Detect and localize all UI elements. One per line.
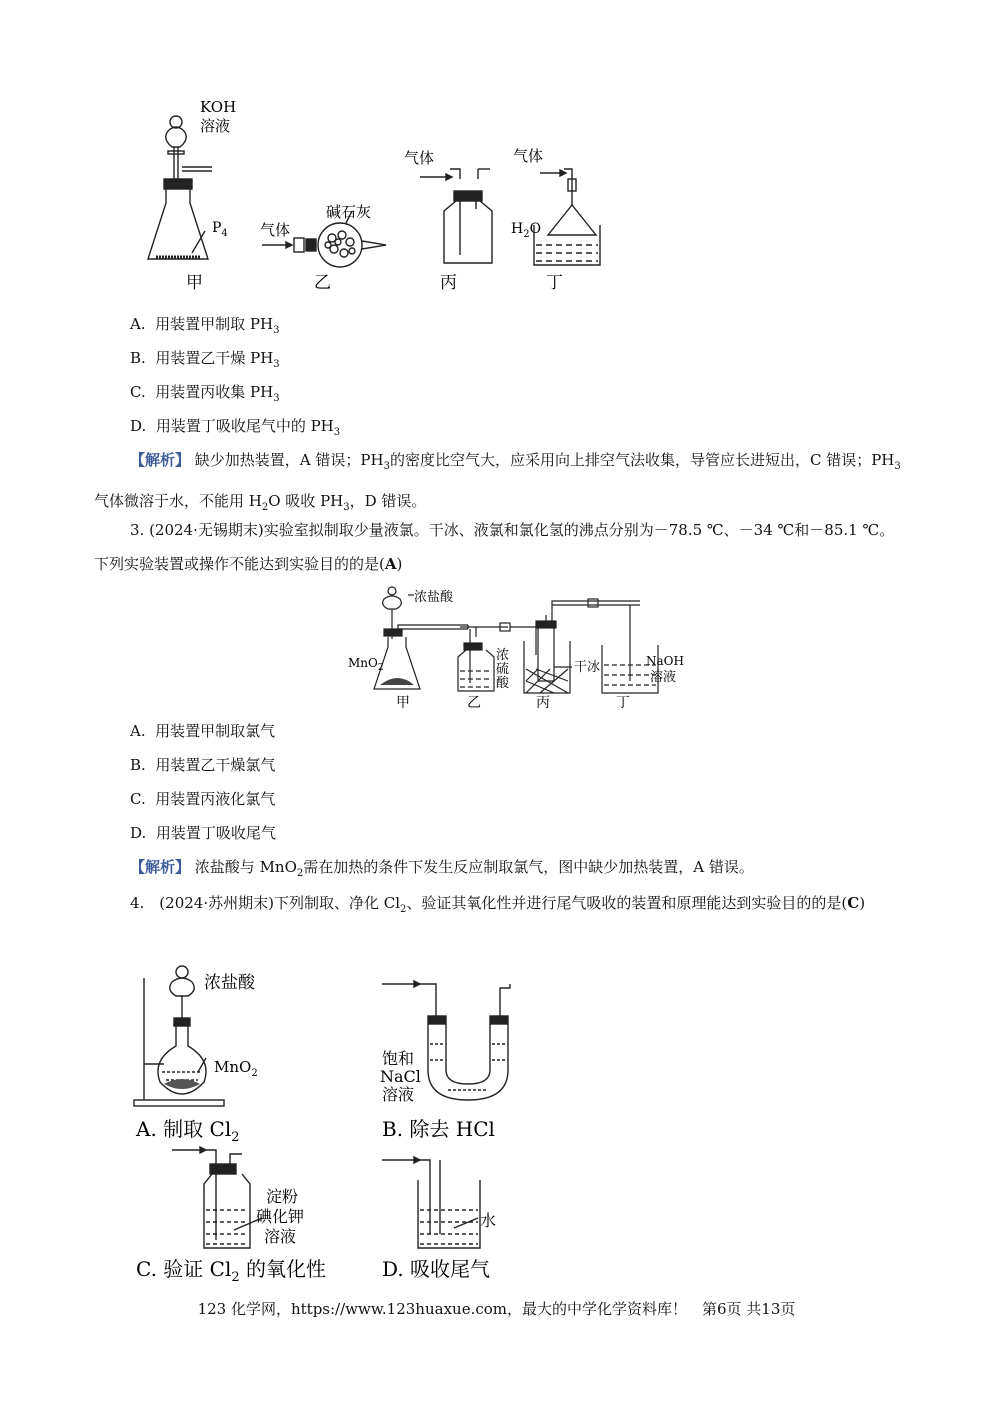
p4-label: $P_4$ [212,220,228,239]
gas-label-d: 气体 [513,147,544,165]
q3-option-c: C. 用装置丙液化氯气 [130,790,276,808]
q3-label-jia: 甲 [396,695,410,711]
label-jia: 甲 [186,273,203,293]
nacl-label-1: 饱和 [382,1049,415,1068]
h2so4-label-1: 浓 [496,648,510,663]
q3-option-d: D. 用装置丁吸收尾气 [130,824,276,842]
caption-a: A. 制取 $Cl_2$ [136,1117,240,1145]
naoh-solution-label: 溶液 [650,670,677,685]
label-bing: 丙 [440,273,457,293]
q2-option-b: B. 用装置乙干燥 $PH_3$ [130,349,280,370]
h2so4-label-2: 硫 [496,662,510,677]
q4-stem: 4. (2024·苏州期末)下列制取、净化 $Cl_2$、验证其氧化性并进行尾气吸收的装置和原理能达到实验目的的是(C) [130,894,866,915]
caption-c: C. 验证 $Cl_2$ 的氧化性 [136,1257,327,1285]
nacl-label-3: 溶液 [382,1085,415,1104]
water-label: 水 [480,1211,497,1230]
q3-label-yi: 乙 [467,695,481,711]
q2-analysis: 【解析】 缺少加热装置，A 错误；$PH_3$的密度比空气大，应采用向上排空气法收集，导管应长进短出，C 错误；$PH_3$气体微溶于水，不能用 $H_2O$ 吸收 $PH_3$，D 错误。 [94,451,901,513]
q2-option-a: A. 用装置甲制取 $PH_3$ [130,315,280,336]
dry-ice-label: 干冰 [574,660,601,675]
gas-label-c: 气体 [404,149,435,167]
mno2-label-q3: MnO$_2$ [348,656,384,673]
h2so4-label-3: 酸 [496,676,510,691]
soda-lime-label: 碱石灰 [326,203,372,221]
q3-option-b: B. 用装置乙干燥氯气 [130,756,276,774]
q3-label-ding: 丁 [616,695,630,711]
q2-option-d: D. 用装置丁吸收尾气中的 $PH_3$ [130,417,341,438]
mno2-label-q4: MnO$_2$ [214,1058,258,1079]
q3-analysis: 【解析】 浓盐酸与 MnO$_2$需在加热的条件下发生反应制取氯气，图中缺少加热装置，A 错误。 [130,858,754,879]
hcl-label-q4: 浓盐酸 [204,973,255,993]
label-yi: 乙 [314,273,331,293]
caption-d: D. 吸收尾气 [382,1257,491,1281]
starch-label-2: 碘化钾 [256,1207,305,1226]
q3-stem: 3. (2024·无锡期末)实验室拟制取少量液氯。干冰、液氯和氯化氢的沸点分别为－78.5 ℃、－34 ℃和－85.1 ℃。下列实验装置或操作不能达到实验目的的是(A) [94,521,895,573]
q2-option-c: C. 用装置丙收集 $PH_3$ [130,383,280,404]
figure-q3-apparatus [340,585,690,715]
starch-label-1: 淀粉 [266,1187,299,1206]
koh-solution-label: 溶液 [200,117,231,135]
hcl-label-q3: 浓盐酸 [414,590,454,605]
figure-q2-apparatus [130,95,610,295]
label-ding: 丁 [546,273,563,293]
caption-b: B. 除去 HCl [382,1117,495,1141]
koh-label: KOH [200,98,237,116]
q3-option-a: A. 用装置甲制取氯气 [130,722,276,740]
gas-label-b: 气体 [260,221,291,239]
h2o-label: $H_2O$ [511,221,542,240]
naoh-label: NaOH [646,654,684,668]
q3-label-bing: 丙 [536,695,550,711]
figure-q4-apparatus [130,960,530,1290]
page-footer: 123 化学网，https://www.123huaxue.com，最大的中学化学资料库！ 第6页 共13页 [197,1300,796,1318]
nacl-label-2: NaCl [380,1067,421,1086]
starch-label-3: 溶液 [264,1227,297,1246]
